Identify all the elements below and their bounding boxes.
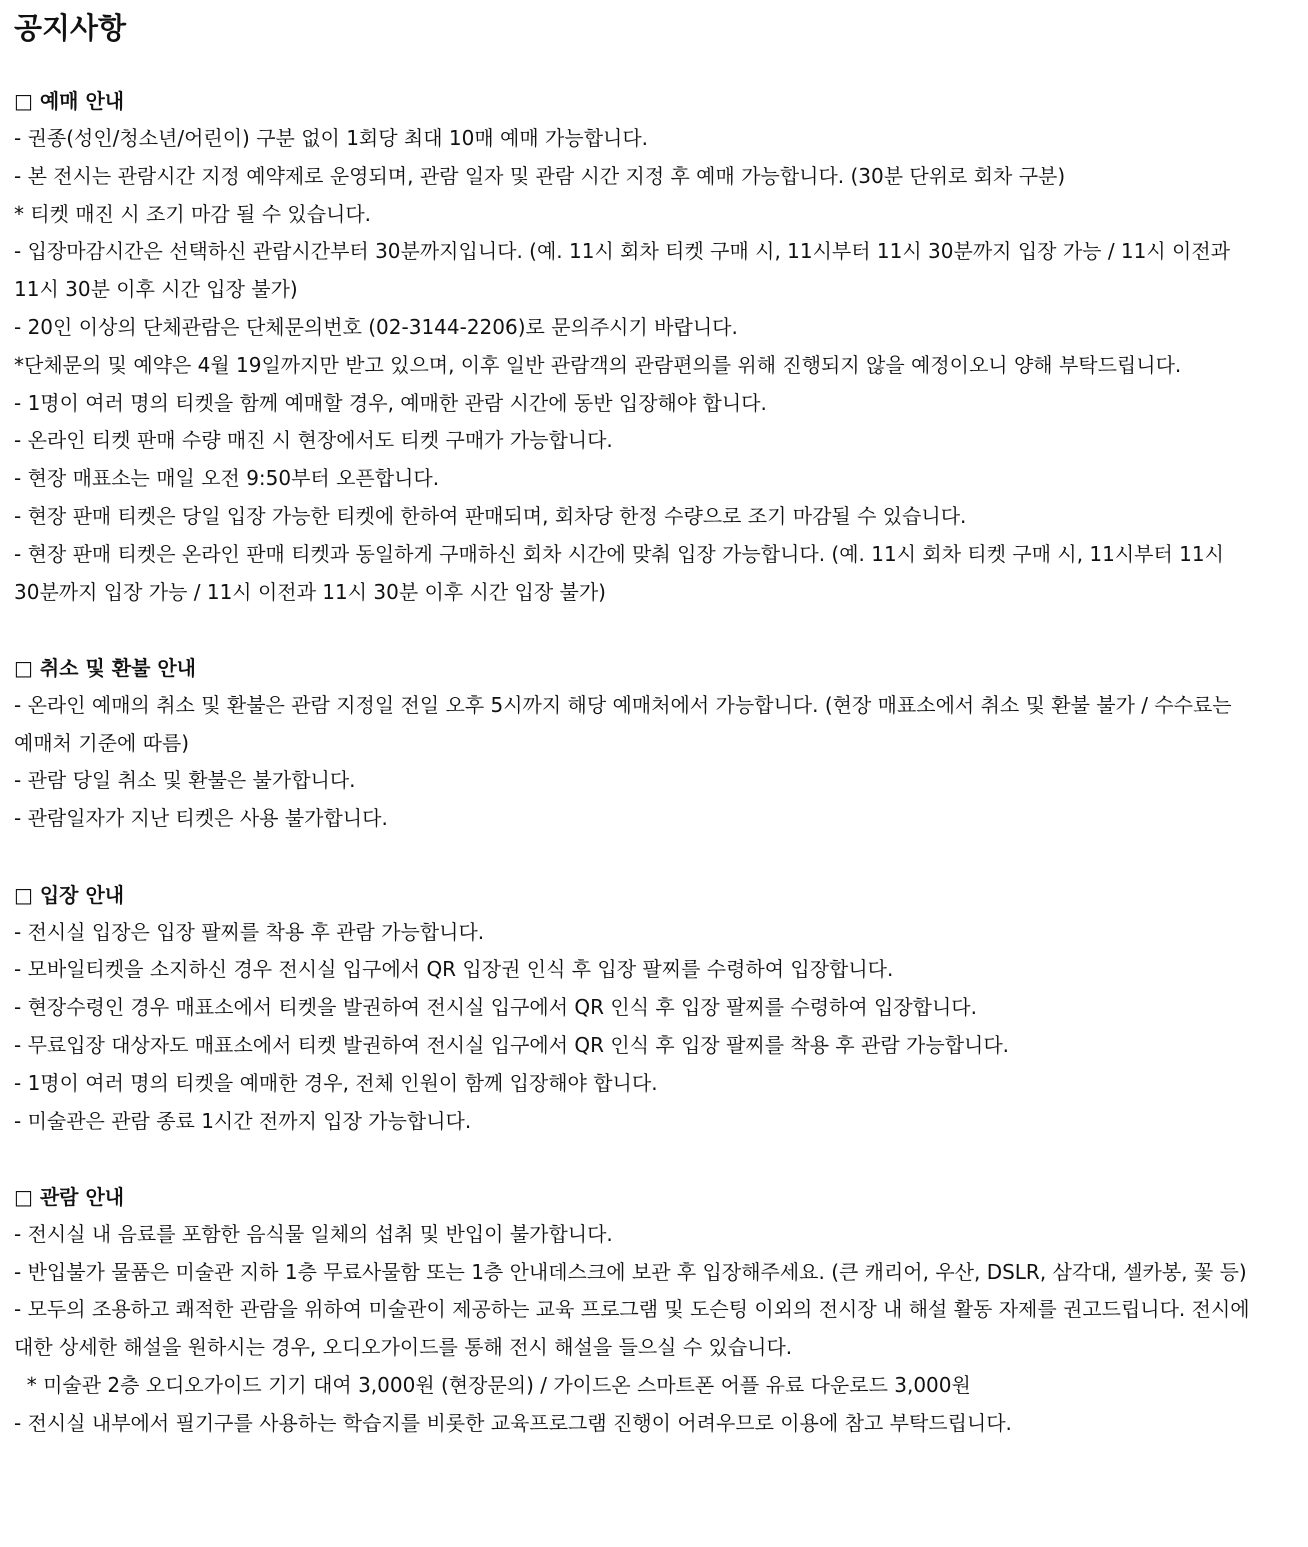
section-heading: □ 입장 안내	[14, 882, 125, 907]
notice-line: - 전시실 입장은 입장 팔찌를 착용 후 관람 가능합니다.	[14, 919, 485, 944]
notice-line: * 티켓 매진 시 조기 마감 될 수 있습니다.	[14, 201, 372, 226]
notice-line: - 권종(성인/청소년/어린이) 구분 없이 1회당 최대 10매 예매 가능합니다.	[14, 126, 649, 150]
notice-line: - 관람일자가 지난 티켓은 사용 불가합니다.	[14, 806, 388, 831]
section-viewing	[14, 1178, 1294, 1443]
notice-line: - 미술관은 관람 종료 1시간 전까지 입장 가능합니다.	[14, 1108, 472, 1133]
notice-line: - 현장 판매 티켓은 온라인 판매 티켓과 동일하게 구매하신 회차 시간에 맞춰 입장 가능합니다. (예. 11시 회차 티켓 구매 시, 11시부터 11시 30분까지 입장 가능 / 11시 이전과 11시 30분 이후 시간 입장 불가)	[14, 541, 1224, 604]
section-admission	[14, 876, 1294, 1141]
notice-line: - 관람 당일 취소 및 환불은 불가합니다.	[14, 768, 356, 793]
section-heading: □ 관람 안내	[14, 1184, 125, 1209]
notice-line: - 현장 판매 티켓은 당일 입장 가능한 티켓에 한하여 판매되며, 회차당 한정 수량으로 조기 마감될 수 있습니다.	[14, 503, 967, 528]
notice-line: - 본 전시는 관람시간 지정 예약제로 운영되며, 관람 일자 및 관람 시간 지정 후 예매 가능합니다. (30분 단위로 회차 구분)	[14, 163, 1066, 188]
notice-line: - 반입불가 물품은 미술관 지하 1층 무료사물함 또는 1층 안내데스크에 보관 후 입장해주세요. (큰 캐리어, 우산, DSLR, 삼각대, 셀카봉, 꽃 등)	[14, 1259, 1247, 1284]
page-title: 공지사항	[14, 11, 127, 45]
notice-line: - 1명이 여러 명의 티켓을 예매한 경우, 전체 인원이 함께 입장해야 합니다.	[14, 1070, 658, 1095]
notice-line: *단체문의 및 예약은 4월 19일까지만 받고 있으며, 이후 일반 관람객의 관람편의를 위해 진행되지 않을 예정이오니 양해 부탁드립니다.	[14, 352, 1182, 377]
notice-line: - 전시실 내 음료를 포함한 음식물 일체의 섭취 및 반입이 불가합니다.	[14, 1221, 613, 1246]
section-ticketing	[14, 82, 1294, 611]
notice-line: - 입장마감시간은 선택하신 관람시간부터 30분까지입니다. (예. 11시 회차 티켓 구매 시, 11시부터 11시 30분까지 입장 가능 / 11시 이전과 11시 30분 이후 시간 입장 불가)	[14, 239, 1230, 302]
notice-line: - 온라인 예매의 취소 및 환불은 관람 지정일 전일 오후 5시까지 해당 예매처에서 가능합니다. (현장 매표소에서 취소 및 환불 불가 / 수수료는 예매처 기준에 따름)	[14, 692, 1232, 755]
notice-line: - 현장수령인 경우 매표소에서 티켓을 발권하여 전시실 입구에서 QR 인식 후 입장 팔찌를 수령하여 입장합니다.	[14, 995, 977, 1020]
section-heading: □ 취소 및 환불 안내	[14, 655, 196, 680]
notice-line: - 1명이 여러 명의 티켓을 함께 예매할 경우, 예매한 관람 시간에 동반 입장해야 합니다.	[14, 390, 767, 415]
notice-line: - 20인 이상의 단체관람은 단체문의번호 (02-3144-2206)로 문의주시기 바랍니다.	[14, 314, 738, 339]
notice-line: - 모두의 조용하고 쾌적한 관람을 위하여 미술관이 제공하는 교육 프로그램 및 도슨팅 이외의 전시장 내 해설 활동 자제를 권고드립니다. 전시에 대한 상세한 해설을 원하시는 경우, 오디오가이드를 통해 전시 해설을 들으실 수 있습니다.	[14, 1297, 1250, 1360]
notice-line: - 무료입장 대상자도 매표소에서 티켓 발권하여 전시실 입구에서 QR 인식 후 입장 팔찌를 착용 후 관람 가능합니다.	[14, 1032, 1010, 1057]
section-heading: □ 예매 안내	[14, 89, 125, 113]
notice-line: - 온라인 티켓 판매 수량 매진 시 현장에서도 티켓 구매가 가능합니다.	[14, 428, 613, 453]
notice-line: - 현장 매표소는 매일 오전 9:50부터 오픈합니다.	[14, 466, 440, 491]
notice-line: - 모바일티켓을 소지하신 경우 전시실 입구에서 QR 입장권 인식 후 입장 팔찌를 수령하여 입장합니다.	[14, 957, 894, 982]
section-cancel-refund	[14, 649, 1294, 838]
notice-line: - 전시실 내부에서 필기구를 사용하는 학습지를 비롯한 교육프로그램 진행이 어려우므로 이용에 참고 부탁드립니다.	[14, 1410, 1012, 1435]
notice-line: * 미술관 2층 오디오가이드 기기 대여 3,000원 (현장문의) / 가이드온 스마트폰 어플 유료 다운로드 3,000원	[14, 1373, 971, 1398]
